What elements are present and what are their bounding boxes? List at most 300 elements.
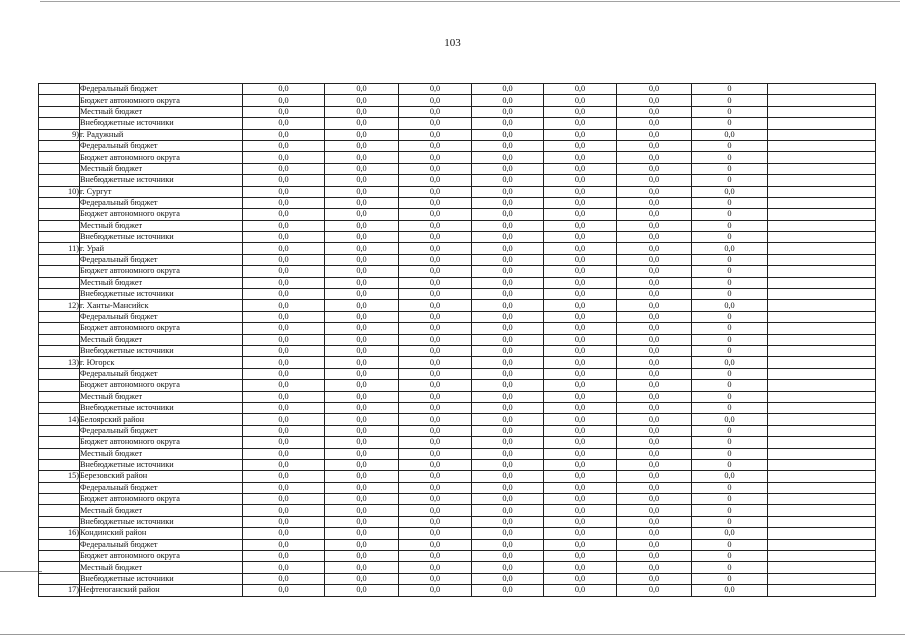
value-cell: 0,0 bbox=[243, 368, 325, 379]
empty-cell bbox=[768, 494, 876, 505]
value-cell: 0,0 bbox=[692, 300, 768, 311]
empty-cell bbox=[768, 357, 876, 368]
value-cell: 0,0 bbox=[544, 84, 617, 95]
table-row bbox=[39, 266, 876, 277]
table-row bbox=[39, 129, 876, 140]
value-cell: 0,0 bbox=[617, 573, 692, 584]
value-cell: 0,0 bbox=[544, 516, 617, 527]
empty-cell bbox=[768, 243, 876, 254]
value-cell: 0,0 bbox=[399, 494, 472, 505]
value-cell: 0,0 bbox=[617, 106, 692, 117]
value-cell: 0 bbox=[692, 140, 768, 151]
table-row bbox=[39, 209, 876, 220]
value-cell: 0,0 bbox=[325, 551, 399, 562]
value-cell: 0,0 bbox=[617, 391, 692, 402]
value-cell: 0,0 bbox=[617, 334, 692, 345]
value-cell: 0 bbox=[692, 437, 768, 448]
empty-cell bbox=[768, 163, 876, 174]
row-name: г. Сургут bbox=[80, 186, 243, 197]
value-cell: 0,0 bbox=[399, 323, 472, 334]
value-cell: 0,0 bbox=[544, 209, 617, 220]
empty-cell bbox=[768, 289, 876, 300]
empty-cell bbox=[768, 414, 876, 425]
table-row bbox=[39, 471, 876, 482]
table-row bbox=[39, 118, 876, 129]
value-cell: 0 bbox=[692, 220, 768, 231]
value-cell: 0,0 bbox=[617, 209, 692, 220]
value-cell: 0,0 bbox=[243, 277, 325, 288]
value-cell: 0,0 bbox=[544, 300, 617, 311]
row-name: Федеральный бюджет bbox=[80, 539, 243, 550]
empty-cell bbox=[768, 197, 876, 208]
scan-artifact-mid bbox=[0, 571, 42, 572]
value-cell: 0,0 bbox=[472, 562, 544, 573]
value-cell: 0,0 bbox=[544, 289, 617, 300]
page-number: 103 bbox=[444, 37, 461, 49]
row-number: 15) bbox=[39, 471, 80, 482]
value-cell: 0,0 bbox=[325, 118, 399, 129]
row-number bbox=[39, 551, 80, 562]
value-cell: 0,0 bbox=[243, 585, 325, 596]
value-cell: 0,0 bbox=[325, 334, 399, 345]
value-cell: 0,0 bbox=[399, 437, 472, 448]
value-cell: 0,0 bbox=[243, 152, 325, 163]
row-number bbox=[39, 118, 80, 129]
value-cell: 0,0 bbox=[617, 140, 692, 151]
row-name: Внебюджетные источники bbox=[80, 118, 243, 129]
table-row bbox=[39, 334, 876, 345]
value-cell: 0,0 bbox=[617, 232, 692, 243]
value-cell: 0,0 bbox=[243, 539, 325, 550]
value-cell: 0,0 bbox=[472, 197, 544, 208]
table-row bbox=[39, 516, 876, 527]
row-number bbox=[39, 209, 80, 220]
value-cell: 0 bbox=[692, 277, 768, 288]
value-cell: 0,0 bbox=[617, 300, 692, 311]
value-cell: 0,0 bbox=[472, 277, 544, 288]
table-row bbox=[39, 220, 876, 231]
value-cell: 0,0 bbox=[243, 345, 325, 356]
value-cell: 0,0 bbox=[544, 345, 617, 356]
row-name: Кондинский район bbox=[80, 528, 243, 539]
row-name: Местный бюджет bbox=[80, 505, 243, 516]
value-cell: 0,0 bbox=[325, 289, 399, 300]
value-cell: 0,0 bbox=[399, 368, 472, 379]
value-cell: 0,0 bbox=[472, 140, 544, 151]
value-cell: 0,0 bbox=[544, 562, 617, 573]
value-cell: 0,0 bbox=[692, 129, 768, 140]
value-cell: 0,0 bbox=[617, 197, 692, 208]
value-cell: 0,0 bbox=[617, 516, 692, 527]
value-cell: 0,0 bbox=[243, 380, 325, 391]
table-row bbox=[39, 300, 876, 311]
row-name: Внебюджетные источники bbox=[80, 516, 243, 527]
empty-cell bbox=[768, 437, 876, 448]
value-cell: 0,0 bbox=[399, 163, 472, 174]
empty-cell bbox=[768, 482, 876, 493]
value-cell: 0,0 bbox=[399, 254, 472, 265]
value-cell: 0,0 bbox=[617, 437, 692, 448]
value-cell: 0 bbox=[692, 482, 768, 493]
value-cell: 0,0 bbox=[472, 539, 544, 550]
value-cell: 0,0 bbox=[472, 209, 544, 220]
value-cell: 0 bbox=[692, 459, 768, 470]
value-cell: 0,0 bbox=[617, 414, 692, 425]
row-name: Федеральный бюджет bbox=[80, 425, 243, 436]
value-cell: 0 bbox=[692, 266, 768, 277]
value-cell: 0,0 bbox=[544, 391, 617, 402]
value-cell: 0,0 bbox=[399, 311, 472, 322]
value-cell: 0,0 bbox=[692, 186, 768, 197]
value-cell: 0,0 bbox=[243, 414, 325, 425]
value-cell: 0,0 bbox=[399, 118, 472, 129]
row-number bbox=[39, 437, 80, 448]
value-cell: 0,0 bbox=[544, 368, 617, 379]
empty-cell bbox=[768, 573, 876, 584]
row-name: Местный бюджет bbox=[80, 277, 243, 288]
empty-cell bbox=[768, 232, 876, 243]
row-name: г. Радужный bbox=[80, 129, 243, 140]
table-row bbox=[39, 95, 876, 106]
value-cell: 0 bbox=[692, 311, 768, 322]
empty-cell bbox=[768, 391, 876, 402]
empty-cell bbox=[768, 505, 876, 516]
empty-cell bbox=[768, 448, 876, 459]
value-cell: 0 bbox=[692, 152, 768, 163]
scan-artifact-top bbox=[40, 1, 900, 2]
value-cell: 0,0 bbox=[325, 562, 399, 573]
table-row bbox=[39, 152, 876, 163]
table-row bbox=[39, 197, 876, 208]
row-name: Местный бюджет bbox=[80, 106, 243, 117]
row-number bbox=[39, 289, 80, 300]
value-cell: 0,0 bbox=[617, 129, 692, 140]
row-name: Бюджет автономного округа bbox=[80, 437, 243, 448]
value-cell: 0,0 bbox=[243, 197, 325, 208]
value-cell: 0,0 bbox=[399, 448, 472, 459]
value-cell: 0,0 bbox=[243, 175, 325, 186]
row-name: Федеральный бюджет bbox=[80, 311, 243, 322]
value-cell: 0,0 bbox=[544, 482, 617, 493]
row-number bbox=[39, 573, 80, 584]
row-name: Местный бюджет bbox=[80, 220, 243, 231]
value-cell: 0,0 bbox=[399, 84, 472, 95]
value-cell: 0,0 bbox=[243, 334, 325, 345]
value-cell: 0,0 bbox=[544, 334, 617, 345]
row-number bbox=[39, 562, 80, 573]
value-cell: 0,0 bbox=[399, 140, 472, 151]
value-cell: 0 bbox=[692, 175, 768, 186]
value-cell: 0 bbox=[692, 539, 768, 550]
value-cell: 0,0 bbox=[472, 334, 544, 345]
value-cell: 0,0 bbox=[617, 254, 692, 265]
value-cell: 0 bbox=[692, 505, 768, 516]
row-name: Внебюджетные источники bbox=[80, 402, 243, 413]
value-cell: 0,0 bbox=[544, 243, 617, 254]
value-cell: 0,0 bbox=[325, 323, 399, 334]
value-cell: 0,0 bbox=[472, 232, 544, 243]
row-number: 9) bbox=[39, 129, 80, 140]
value-cell: 0,0 bbox=[472, 266, 544, 277]
value-cell: 0,0 bbox=[472, 459, 544, 470]
table-row bbox=[39, 163, 876, 174]
value-cell: 0 bbox=[692, 380, 768, 391]
empty-cell bbox=[768, 140, 876, 151]
value-cell: 0,0 bbox=[617, 585, 692, 596]
value-cell: 0,0 bbox=[399, 402, 472, 413]
value-cell: 0,0 bbox=[544, 277, 617, 288]
value-cell: 0,0 bbox=[399, 528, 472, 539]
empty-cell bbox=[768, 220, 876, 231]
value-cell: 0,0 bbox=[617, 152, 692, 163]
value-cell: 0,0 bbox=[544, 425, 617, 436]
table-row bbox=[39, 573, 876, 584]
budget-table-body bbox=[39, 84, 876, 597]
empty-cell bbox=[768, 562, 876, 573]
value-cell: 0,0 bbox=[617, 448, 692, 459]
row-name: Федеральный бюджет bbox=[80, 368, 243, 379]
value-cell: 0,0 bbox=[399, 129, 472, 140]
value-cell: 0,0 bbox=[472, 516, 544, 527]
row-number: 12) bbox=[39, 300, 80, 311]
value-cell: 0,0 bbox=[325, 425, 399, 436]
value-cell: 0,0 bbox=[399, 551, 472, 562]
value-cell: 0,0 bbox=[325, 254, 399, 265]
empty-cell bbox=[768, 277, 876, 288]
value-cell: 0,0 bbox=[243, 323, 325, 334]
value-cell: 0,0 bbox=[243, 459, 325, 470]
value-cell: 0 bbox=[692, 391, 768, 402]
value-cell: 0,0 bbox=[617, 220, 692, 231]
row-name: Внебюджетные источники bbox=[80, 459, 243, 470]
value-cell: 0,0 bbox=[325, 152, 399, 163]
value-cell: 0,0 bbox=[472, 220, 544, 231]
value-cell: 0,0 bbox=[472, 323, 544, 334]
value-cell: 0,0 bbox=[472, 437, 544, 448]
value-cell: 0,0 bbox=[325, 186, 399, 197]
table-row bbox=[39, 551, 876, 562]
value-cell: 0,0 bbox=[399, 220, 472, 231]
value-cell: 0,0 bbox=[472, 243, 544, 254]
value-cell: 0,0 bbox=[399, 562, 472, 573]
value-cell: 0,0 bbox=[325, 197, 399, 208]
value-cell: 0,0 bbox=[472, 551, 544, 562]
row-name: Внебюджетные источники bbox=[80, 232, 243, 243]
row-number bbox=[39, 266, 80, 277]
empty-cell bbox=[768, 459, 876, 470]
empty-cell bbox=[768, 84, 876, 95]
value-cell: 0,0 bbox=[617, 311, 692, 322]
value-cell: 0,0 bbox=[243, 129, 325, 140]
value-cell: 0,0 bbox=[243, 562, 325, 573]
row-number bbox=[39, 391, 80, 402]
empty-cell bbox=[768, 471, 876, 482]
value-cell: 0 bbox=[692, 118, 768, 129]
value-cell: 0,0 bbox=[472, 402, 544, 413]
value-cell: 0,0 bbox=[544, 106, 617, 117]
value-cell: 0,0 bbox=[472, 494, 544, 505]
value-cell: 0,0 bbox=[399, 232, 472, 243]
value-cell: 0,0 bbox=[399, 539, 472, 550]
value-cell: 0,0 bbox=[544, 459, 617, 470]
table-row bbox=[39, 289, 876, 300]
row-number bbox=[39, 232, 80, 243]
empty-cell bbox=[768, 129, 876, 140]
value-cell: 0,0 bbox=[325, 459, 399, 470]
value-cell: 0,0 bbox=[399, 277, 472, 288]
value-cell: 0,0 bbox=[243, 471, 325, 482]
value-cell: 0,0 bbox=[399, 95, 472, 106]
table-row bbox=[39, 84, 876, 95]
value-cell: 0,0 bbox=[472, 84, 544, 95]
table-row bbox=[39, 414, 876, 425]
empty-cell bbox=[768, 345, 876, 356]
row-number bbox=[39, 459, 80, 470]
empty-cell bbox=[768, 516, 876, 527]
table-row bbox=[39, 459, 876, 470]
value-cell: 0,0 bbox=[399, 380, 472, 391]
row-name: Местный бюджет bbox=[80, 334, 243, 345]
row-name: Федеральный бюджет bbox=[80, 197, 243, 208]
value-cell: 0,0 bbox=[243, 289, 325, 300]
value-cell: 0,0 bbox=[325, 585, 399, 596]
table-row bbox=[39, 254, 876, 265]
value-cell: 0,0 bbox=[243, 266, 325, 277]
value-cell: 0,0 bbox=[243, 551, 325, 562]
table-row bbox=[39, 425, 876, 436]
value-cell: 0,0 bbox=[617, 402, 692, 413]
value-cell: 0,0 bbox=[544, 585, 617, 596]
value-cell: 0,0 bbox=[472, 345, 544, 356]
value-cell: 0,0 bbox=[325, 232, 399, 243]
value-cell: 0,0 bbox=[325, 402, 399, 413]
value-cell: 0,0 bbox=[243, 573, 325, 584]
value-cell: 0,0 bbox=[617, 175, 692, 186]
value-cell: 0,0 bbox=[243, 402, 325, 413]
empty-cell bbox=[768, 311, 876, 322]
value-cell: 0,0 bbox=[399, 414, 472, 425]
row-number bbox=[39, 402, 80, 413]
value-cell: 0,0 bbox=[692, 528, 768, 539]
value-cell: 0,0 bbox=[325, 448, 399, 459]
value-cell: 0,0 bbox=[617, 471, 692, 482]
row-name: г. Урай bbox=[80, 243, 243, 254]
value-cell: 0,0 bbox=[325, 516, 399, 527]
row-name: Местный бюджет bbox=[80, 163, 243, 174]
value-cell: 0,0 bbox=[243, 300, 325, 311]
value-cell: 0,0 bbox=[325, 311, 399, 322]
table-row bbox=[39, 448, 876, 459]
empty-cell bbox=[768, 266, 876, 277]
empty-cell bbox=[768, 368, 876, 379]
value-cell: 0,0 bbox=[544, 118, 617, 129]
value-cell: 0,0 bbox=[472, 482, 544, 493]
value-cell: 0 bbox=[692, 562, 768, 573]
row-number bbox=[39, 106, 80, 117]
row-number bbox=[39, 425, 80, 436]
row-name: Бюджет автономного округа bbox=[80, 152, 243, 163]
value-cell: 0 bbox=[692, 516, 768, 527]
row-name: Бюджет автономного округа bbox=[80, 209, 243, 220]
empty-cell bbox=[768, 209, 876, 220]
row-number bbox=[39, 277, 80, 288]
row-number bbox=[39, 334, 80, 345]
row-name: Федеральный бюджет bbox=[80, 140, 243, 151]
empty-cell bbox=[768, 254, 876, 265]
value-cell: 0,0 bbox=[399, 425, 472, 436]
value-cell: 0,0 bbox=[544, 95, 617, 106]
value-cell: 0,0 bbox=[399, 459, 472, 470]
value-cell: 0,0 bbox=[243, 391, 325, 402]
value-cell: 0,0 bbox=[399, 289, 472, 300]
value-cell: 0 bbox=[692, 209, 768, 220]
value-cell: 0,0 bbox=[472, 505, 544, 516]
row-name: г. Ханты-Мансийск bbox=[80, 300, 243, 311]
value-cell: 0,0 bbox=[325, 163, 399, 174]
value-cell: 0,0 bbox=[617, 266, 692, 277]
row-number bbox=[39, 152, 80, 163]
value-cell: 0,0 bbox=[472, 573, 544, 584]
row-number bbox=[39, 163, 80, 174]
value-cell: 0,0 bbox=[544, 175, 617, 186]
value-cell: 0,0 bbox=[399, 334, 472, 345]
value-cell: 0,0 bbox=[617, 323, 692, 334]
value-cell: 0,0 bbox=[617, 118, 692, 129]
value-cell: 0,0 bbox=[399, 175, 472, 186]
value-cell: 0,0 bbox=[617, 425, 692, 436]
value-cell: 0,0 bbox=[617, 163, 692, 174]
value-cell: 0,0 bbox=[325, 380, 399, 391]
empty-cell bbox=[768, 380, 876, 391]
value-cell: 0,0 bbox=[544, 380, 617, 391]
empty-cell bbox=[768, 402, 876, 413]
value-cell: 0,0 bbox=[544, 505, 617, 516]
table-row bbox=[39, 380, 876, 391]
table-row bbox=[39, 391, 876, 402]
row-name: Бюджет автономного округа bbox=[80, 551, 243, 562]
row-number bbox=[39, 505, 80, 516]
row-name: Бюджет автономного округа bbox=[80, 380, 243, 391]
value-cell: 0 bbox=[692, 345, 768, 356]
empty-cell bbox=[768, 334, 876, 345]
value-cell: 0 bbox=[692, 289, 768, 300]
value-cell: 0,0 bbox=[325, 209, 399, 220]
row-name: Бюджет автономного округа bbox=[80, 266, 243, 277]
value-cell: 0,0 bbox=[472, 175, 544, 186]
value-cell: 0,0 bbox=[617, 551, 692, 562]
value-cell: 0,0 bbox=[325, 300, 399, 311]
value-cell: 0,0 bbox=[617, 494, 692, 505]
empty-cell bbox=[768, 551, 876, 562]
table-row bbox=[39, 106, 876, 117]
value-cell: 0,0 bbox=[472, 528, 544, 539]
value-cell: 0,0 bbox=[544, 528, 617, 539]
value-cell: 0,0 bbox=[544, 254, 617, 265]
value-cell: 0,0 bbox=[617, 459, 692, 470]
value-cell: 0,0 bbox=[617, 84, 692, 95]
value-cell: 0,0 bbox=[325, 482, 399, 493]
value-cell: 0,0 bbox=[325, 368, 399, 379]
row-number bbox=[39, 482, 80, 493]
row-name: Внебюджетные источники bbox=[80, 573, 243, 584]
value-cell: 0,0 bbox=[325, 140, 399, 151]
row-name: Бюджет автономного округа bbox=[80, 95, 243, 106]
value-cell: 0,0 bbox=[243, 505, 325, 516]
value-cell: 0,0 bbox=[544, 539, 617, 550]
table-row bbox=[39, 539, 876, 550]
value-cell: 0 bbox=[692, 232, 768, 243]
value-cell: 0,0 bbox=[325, 573, 399, 584]
